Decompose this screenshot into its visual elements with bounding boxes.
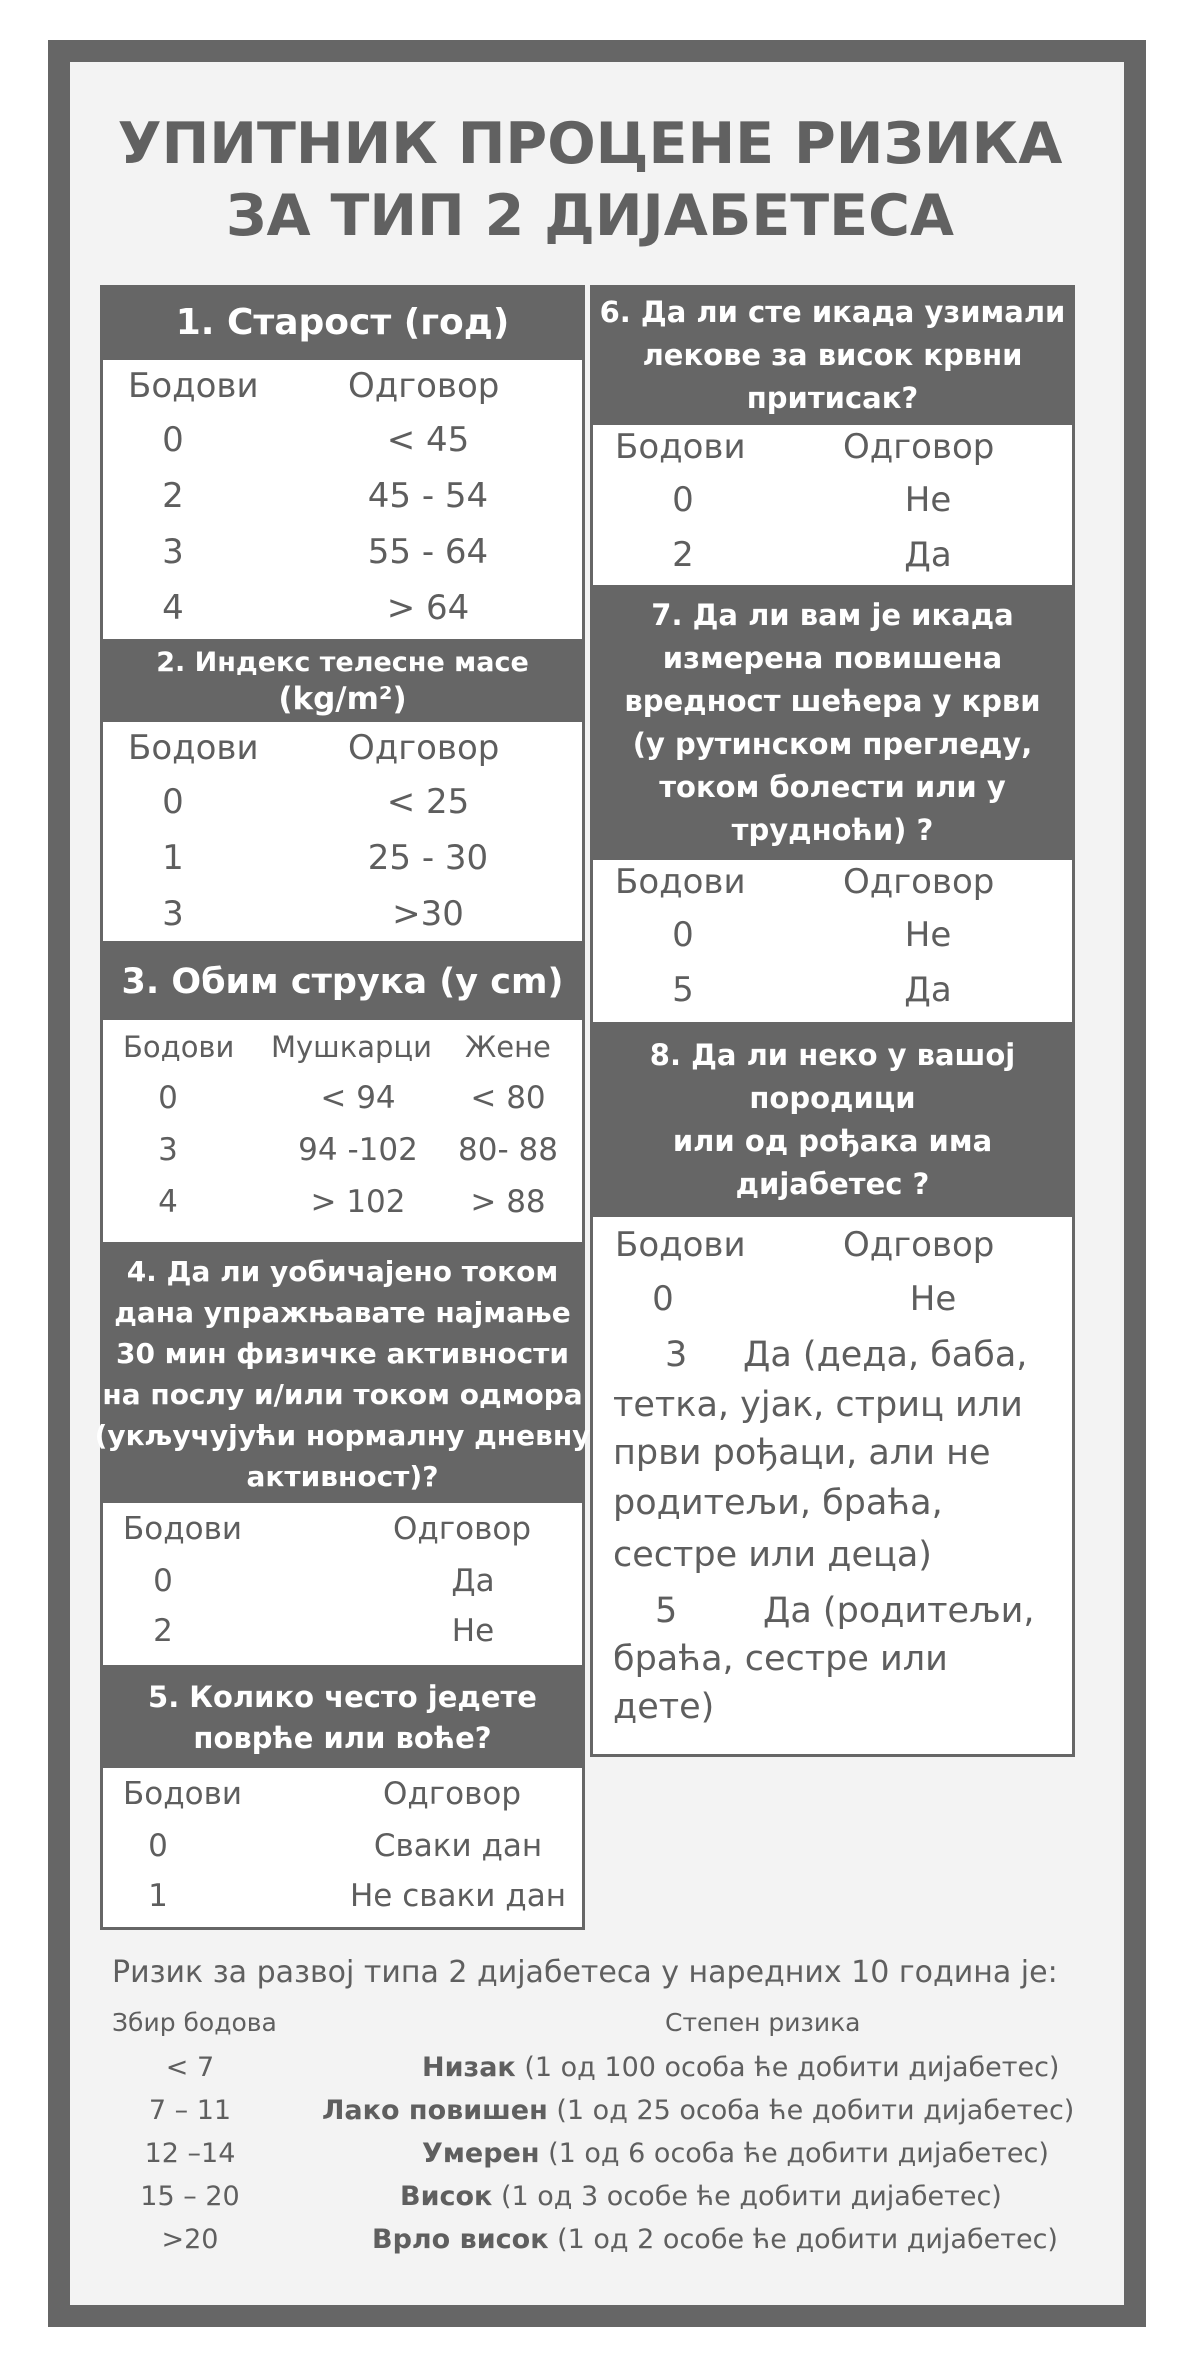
q4-heading-line: 30 мин физичке активности: [115, 1337, 570, 1370]
q4-heading-line: (укључујући нормалну дневну: [94, 1419, 591, 1452]
q2-row-answer: < 25: [386, 782, 470, 822]
q6-col-points: Бодови: [615, 427, 746, 467]
q4-col-answer: Одговор: [393, 1511, 532, 1547]
q8-row-answer: Не: [909, 1279, 957, 1319]
q2-row-answer: 25 - 30: [367, 838, 489, 878]
q8-row-answer-line: сестре или деца): [613, 1535, 932, 1575]
title-line-1: УПИТНИК ПРОЦЕНЕ РИЗИКА: [117, 111, 1063, 177]
q4-heading-line: дана упражњавате најмање: [114, 1296, 571, 1329]
summary-row-detail: (1 од 6 особа ће добити дијабетес): [548, 2138, 1049, 2169]
q4-heading-line: 4. Да ли уобичајено током: [126, 1255, 559, 1288]
q4-heading-line: активност)?: [246, 1460, 439, 1493]
q5-heading: [100, 1668, 585, 1768]
q6-heading: [590, 285, 1075, 425]
summary-heading: Ризик за развој типа 2 дијабетеса у наредних 10 година је:: [112, 1955, 1058, 1990]
q5-row-points: 1: [148, 1878, 168, 1914]
q3-heading-text: 3. Обим струка (у cm): [121, 962, 564, 1002]
summary-row-level: [322, 2095, 1074, 2126]
title-line-2: ЗА ТИП 2 ДИЈАБЕТЕСА: [225, 183, 955, 249]
page-title: [70, 108, 1110, 252]
q2-heading: [100, 642, 585, 722]
q5-col-points: Бодови: [123, 1776, 243, 1812]
summary-col-sum: Збир бодова: [112, 2008, 277, 2037]
q1-row-answer: > 64: [386, 588, 470, 628]
q5-table: [100, 1768, 585, 1930]
summary-row-range: < 7: [165, 2052, 215, 2083]
summary-row-level-name: Умерен: [422, 2138, 540, 2169]
q6-heading-line: 6. Да ли сте икада узимали: [599, 294, 1066, 329]
q5-row-points: 0: [148, 1828, 168, 1864]
summary-row-level-name: Висок: [400, 2181, 493, 2212]
q8-row-answer-line: браћа, сестре или: [613, 1639, 948, 1679]
q1-row-points: 3: [162, 532, 184, 572]
q1-heading: [100, 285, 585, 360]
q1-col-points: Бодови: [128, 366, 259, 406]
q7-table: [590, 860, 1075, 1022]
q3-col-points: Бодови: [123, 1030, 235, 1064]
summary-row-detail: (1 од 25 особа ће добити дијабетес): [556, 2095, 1075, 2126]
q6-col-answer: Одговор: [843, 427, 995, 467]
q5-row-answer: Сваки дан: [373, 1828, 543, 1864]
q6-row-points: 2: [672, 535, 694, 575]
q3-row-men: < 94: [320, 1080, 396, 1116]
q8-col-answer: Одговор: [843, 1225, 995, 1265]
q2-table: [100, 722, 585, 944]
q6-heading-line: притисак?: [746, 380, 919, 415]
summary-row-range: 7 – 11: [148, 2095, 232, 2126]
q5-heading-line: 5. Колико често једете: [148, 1680, 537, 1714]
q2-col-points: Бодови: [128, 728, 259, 768]
q8-table: [590, 1217, 1075, 1757]
q7-row-answer: Да: [904, 970, 952, 1010]
q5-heading-line: поврће или воће?: [193, 1721, 492, 1755]
q3-table: [100, 1020, 585, 1245]
q1-row-points: 0: [162, 420, 184, 460]
q7-col-answer: Одговор: [843, 862, 995, 902]
q3-heading: [100, 944, 585, 1020]
summary-row-level: [400, 2181, 1002, 2212]
q7-heading-line: током болести или у: [659, 769, 1006, 804]
q4-row-points: 2: [153, 1613, 173, 1649]
q4-heading: [94, 1245, 591, 1503]
summary-row-range: 12 –14: [144, 2138, 236, 2169]
q3-row-points: 0: [158, 1080, 178, 1116]
q2-row-points: 1: [162, 838, 184, 878]
q5-col-answer: Одговор: [383, 1776, 522, 1812]
q1-table: [100, 360, 585, 642]
q1-heading-text: 1. Старост (год): [175, 302, 510, 343]
q7-heading-line: вредност шећера у крви: [624, 683, 1041, 718]
q2-heading-line-2: (kg/m²): [278, 681, 407, 717]
q7-row-points: 5: [672, 970, 694, 1010]
q3-row-women: 80- 88: [458, 1132, 558, 1168]
q8-heading-line: породици: [749, 1080, 916, 1115]
q7-heading-line: (у рутинском прегледу,: [632, 726, 1033, 761]
summary-row-level-name: Врло висок: [372, 2224, 549, 2255]
q3-col-men: Мушкарци: [271, 1030, 433, 1064]
summary-row-detail: (1 од 3 особе ће добити дијабетес): [500, 2181, 1002, 2212]
q7-row-points: 0: [672, 915, 694, 955]
q8-row-answer-line: Да (родитељи,: [763, 1591, 1035, 1631]
q7-heading-line: измерена повишена: [662, 640, 1003, 675]
q3-row-men: 94 -102: [298, 1132, 418, 1168]
q7-row-answer: Не: [904, 915, 952, 955]
q1-row-points: 2: [162, 476, 184, 516]
q3-row-men: > 102: [310, 1184, 406, 1220]
q4-col-points: Бодови: [123, 1511, 243, 1547]
q1-row-answer: 55 - 64: [367, 532, 489, 572]
summary-row-level-name: Лако повишен: [322, 2095, 548, 2126]
summary-row-level: [422, 2138, 1049, 2169]
q4-table: [100, 1503, 585, 1668]
q7-heading-line: 7. Да ли вам је икада: [651, 597, 1014, 632]
q8-row-points: 5: [655, 1591, 678, 1631]
q2-col-answer: Одговор: [348, 728, 500, 768]
q2-row-points: 0: [162, 782, 184, 822]
q7-heading-line: трудноћи) ?: [731, 812, 934, 847]
q8-heading: [590, 1022, 1075, 1217]
q8-row-answer-line: родитељи, браћа,: [613, 1483, 943, 1523]
q6-row-answer: Да: [904, 535, 952, 575]
q6-heading-line: лекове за висок крвни: [642, 337, 1023, 372]
q3-col-women: Жене: [465, 1030, 551, 1064]
summary-row-range: 15 – 20: [140, 2181, 240, 2212]
summary-row-range: >20: [161, 2224, 219, 2255]
q7-heading: [590, 585, 1075, 860]
q5-row-answer: Не сваки дан: [350, 1878, 566, 1914]
q8-heading-line: 8. Да ли неко у вашој: [649, 1037, 1016, 1072]
q6-table: [590, 425, 1075, 585]
q8-row-answer-line: тетка, ујак, стриц или: [613, 1385, 1023, 1425]
summary-row-level: [422, 2052, 1059, 2083]
q8-row-answer-line: Да (деда, баба,: [743, 1335, 1028, 1375]
summary-col-level: Степен ризика: [665, 2008, 861, 2037]
summary-row-detail: (1 од 100 особа ће добити дијабетес): [524, 2052, 1060, 2083]
q2-row-points: 3: [162, 894, 184, 934]
q3-row-women: < 80: [470, 1080, 546, 1116]
q8-row-points: 0: [652, 1279, 674, 1319]
q6-row-answer: Не: [904, 480, 952, 520]
q4-heading-line: на послу и/или током одмора: [102, 1378, 583, 1411]
q2-heading-line-1: 2. Индекс телесне масе: [156, 647, 529, 678]
summary-row-detail: (1 од 2 особе ће добити дијабетес): [557, 2224, 1058, 2255]
q3-row-points: 3: [158, 1132, 178, 1168]
q4-row-points: 0: [153, 1563, 173, 1599]
q8-heading-line: дијабетес ?: [735, 1166, 930, 1201]
q3-row-women: > 88: [470, 1184, 546, 1220]
q8-heading-line: или од рођака има: [672, 1123, 993, 1158]
q4-row-answer: Да: [451, 1563, 495, 1599]
q8-row-points: 3: [665, 1335, 688, 1375]
q8-row-answer-line: први рођаци, али не: [613, 1433, 991, 1473]
q8-row-answer-line: дете): [613, 1687, 715, 1727]
q1-col-answer: Одговор: [348, 366, 500, 406]
q1-row-points: 4: [162, 588, 184, 628]
q8-col-points: Бодови: [615, 1225, 746, 1265]
q1-row-answer: < 45: [386, 420, 470, 460]
q7-col-points: Бодови: [615, 862, 746, 902]
q3-row-points: 4: [158, 1184, 178, 1220]
q6-row-points: 0: [672, 480, 694, 520]
q1-row-answer: 45 - 54: [367, 476, 489, 516]
q4-row-answer: Не: [451, 1613, 495, 1649]
summary-row-level-name: Низак: [422, 2052, 516, 2083]
summary-row-level: [372, 2224, 1058, 2255]
q2-row-answer: >30: [392, 894, 464, 934]
